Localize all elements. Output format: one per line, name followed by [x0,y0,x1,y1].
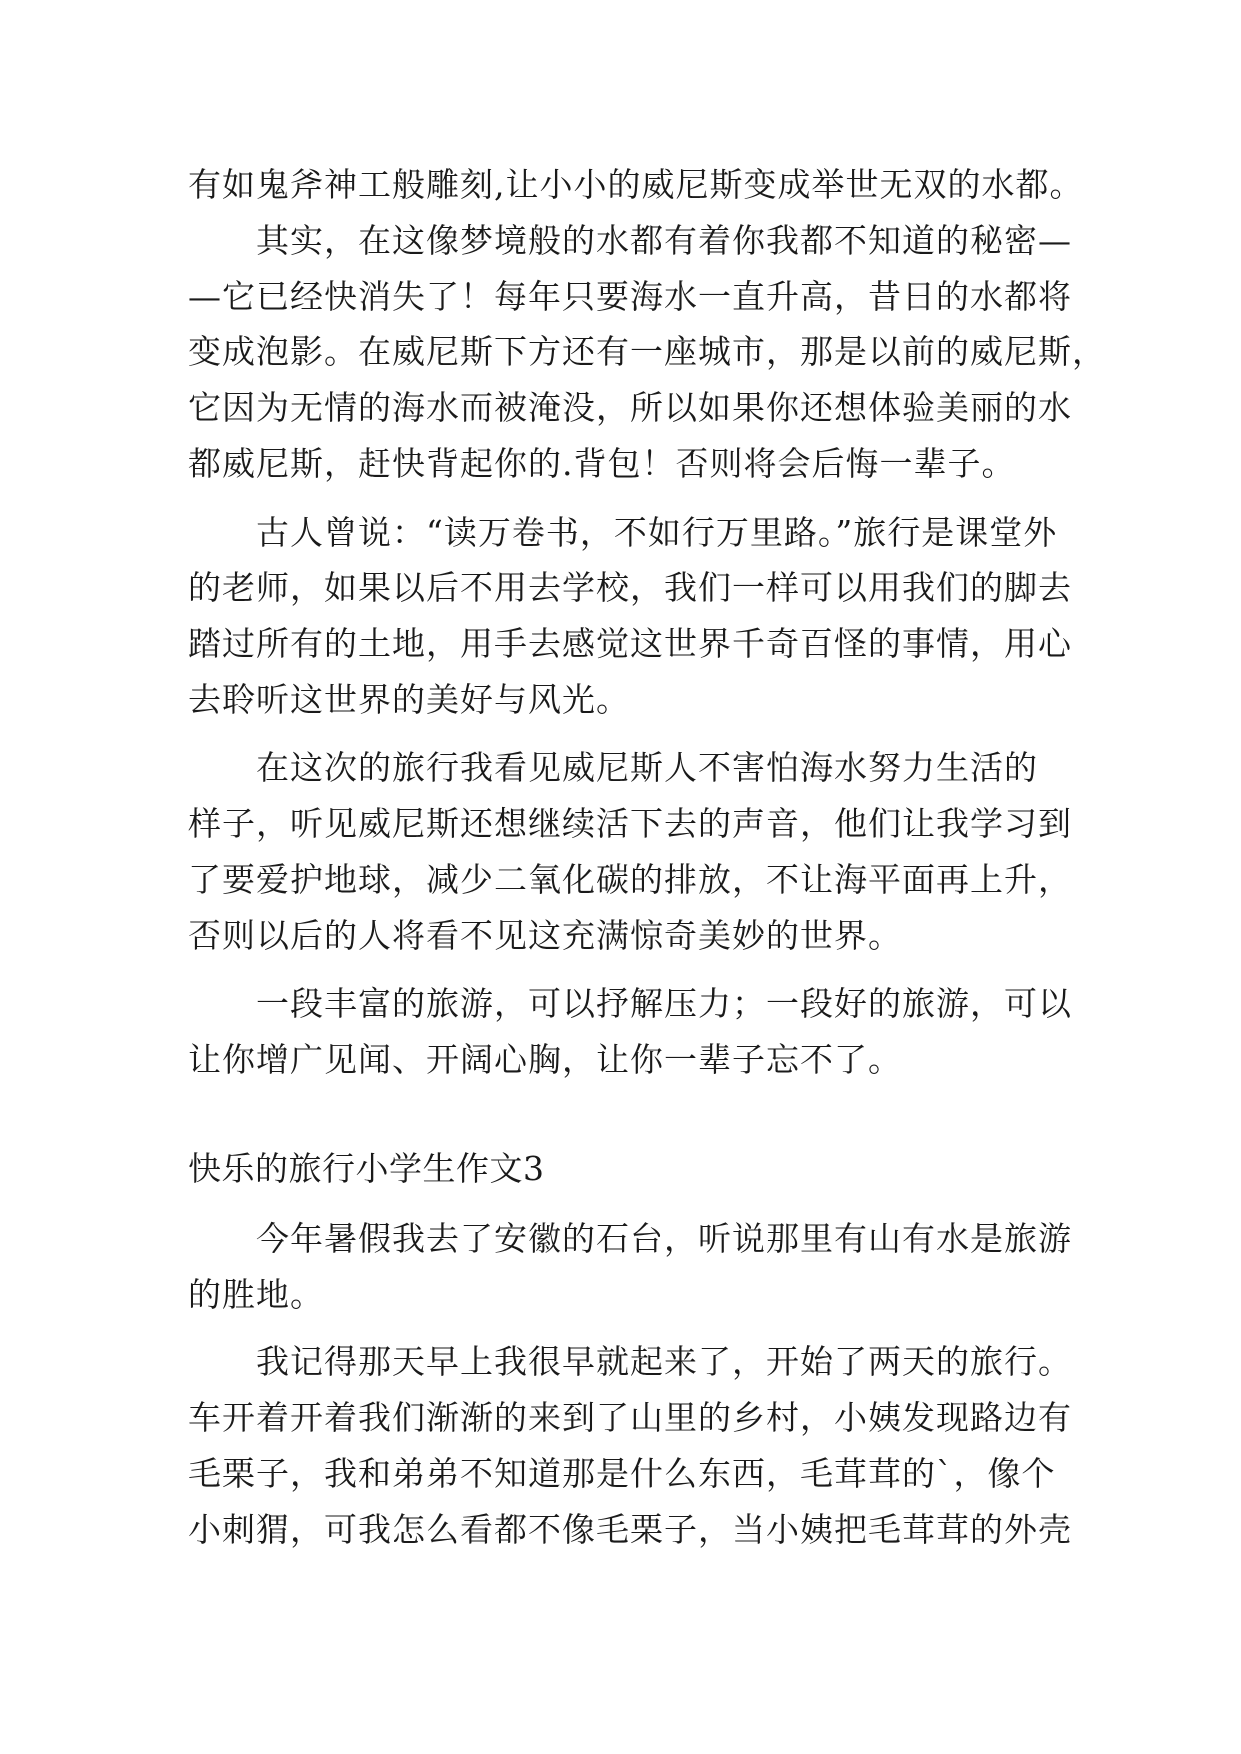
section-title: 快乐的旅行小学生作文3 [188,1149,545,1188]
text-line: 了要爱护地球，减少二氧化碳的排放，不让海平面再上升， [188,860,1072,899]
paragraph-start-line: 其实，在这像梦境般的水都有着你我都不知道的秘密— [256,221,1072,260]
text-line: 有如鬼斧神工般雕刻,让小小的威尼斯变成举世无双的水都。 [188,165,1084,204]
text-line: 小刺猬，可我怎么看都不像毛栗子，当小姨把毛茸茸的外壳 [188,1510,1072,1549]
text-line: 车开着开着我们渐渐的来到了山里的乡村，小姨发现路边有 [188,1398,1072,1437]
paragraph-start-line: 今年暑假我去了安徽的石台，听说那里有山有水是旅游 [256,1219,1072,1258]
text-line: 变成泡影。在威尼斯下方还有一座城市，那是以前的威尼斯， [188,332,1106,371]
text-line: 的老师，如果以后不用去学校，我们一样可以用我们的脚去 [188,568,1072,607]
text-line: 毛栗子，我和弟弟不知道那是什么东西，毛茸茸的`，像个 [188,1454,1056,1493]
text-line: 的胜地。 [188,1275,324,1314]
paragraph-start-line: 一段丰富的旅游，可以抒解压力；一段好的旅游，可以 [256,984,1072,1023]
text-line: 去聆听这世界的美好与风光。 [188,680,630,719]
text-line: 样子，听见威尼斯还想继续活下去的声音，他们让我学习到 [188,804,1072,843]
text-line: 它因为无情的海水而被淹没，所以如果你还想体验美丽的水 [188,388,1072,427]
paragraph-start-line: 在这次的旅行我看见威尼斯人不害怕海水努力生活的 [256,748,1038,787]
text-line: 都威尼斯，赶快背起你的.背包！否则将会后悔一辈子。 [188,444,1016,483]
text-line: —它已经快消失了！每年只要海水一直升高，昔日的水都将 [188,277,1072,316]
paragraph-start-line: 我记得那天早上我很早就起来了，开始了两天的旅行。 [256,1342,1072,1381]
paragraph-start-line: 古人曾说：“读万卷书，不如行万里路。”旅行是课堂外 [256,513,1058,552]
text-line: 让你增广见闻、开阔心胸，让你一辈子忘不了。 [188,1040,902,1079]
text-line: 踏过所有的土地，用手去感觉这世界千奇百怪的事情，用心 [188,624,1072,663]
text-line: 否则以后的人将看不见这充满惊奇美妙的世界。 [188,916,902,955]
